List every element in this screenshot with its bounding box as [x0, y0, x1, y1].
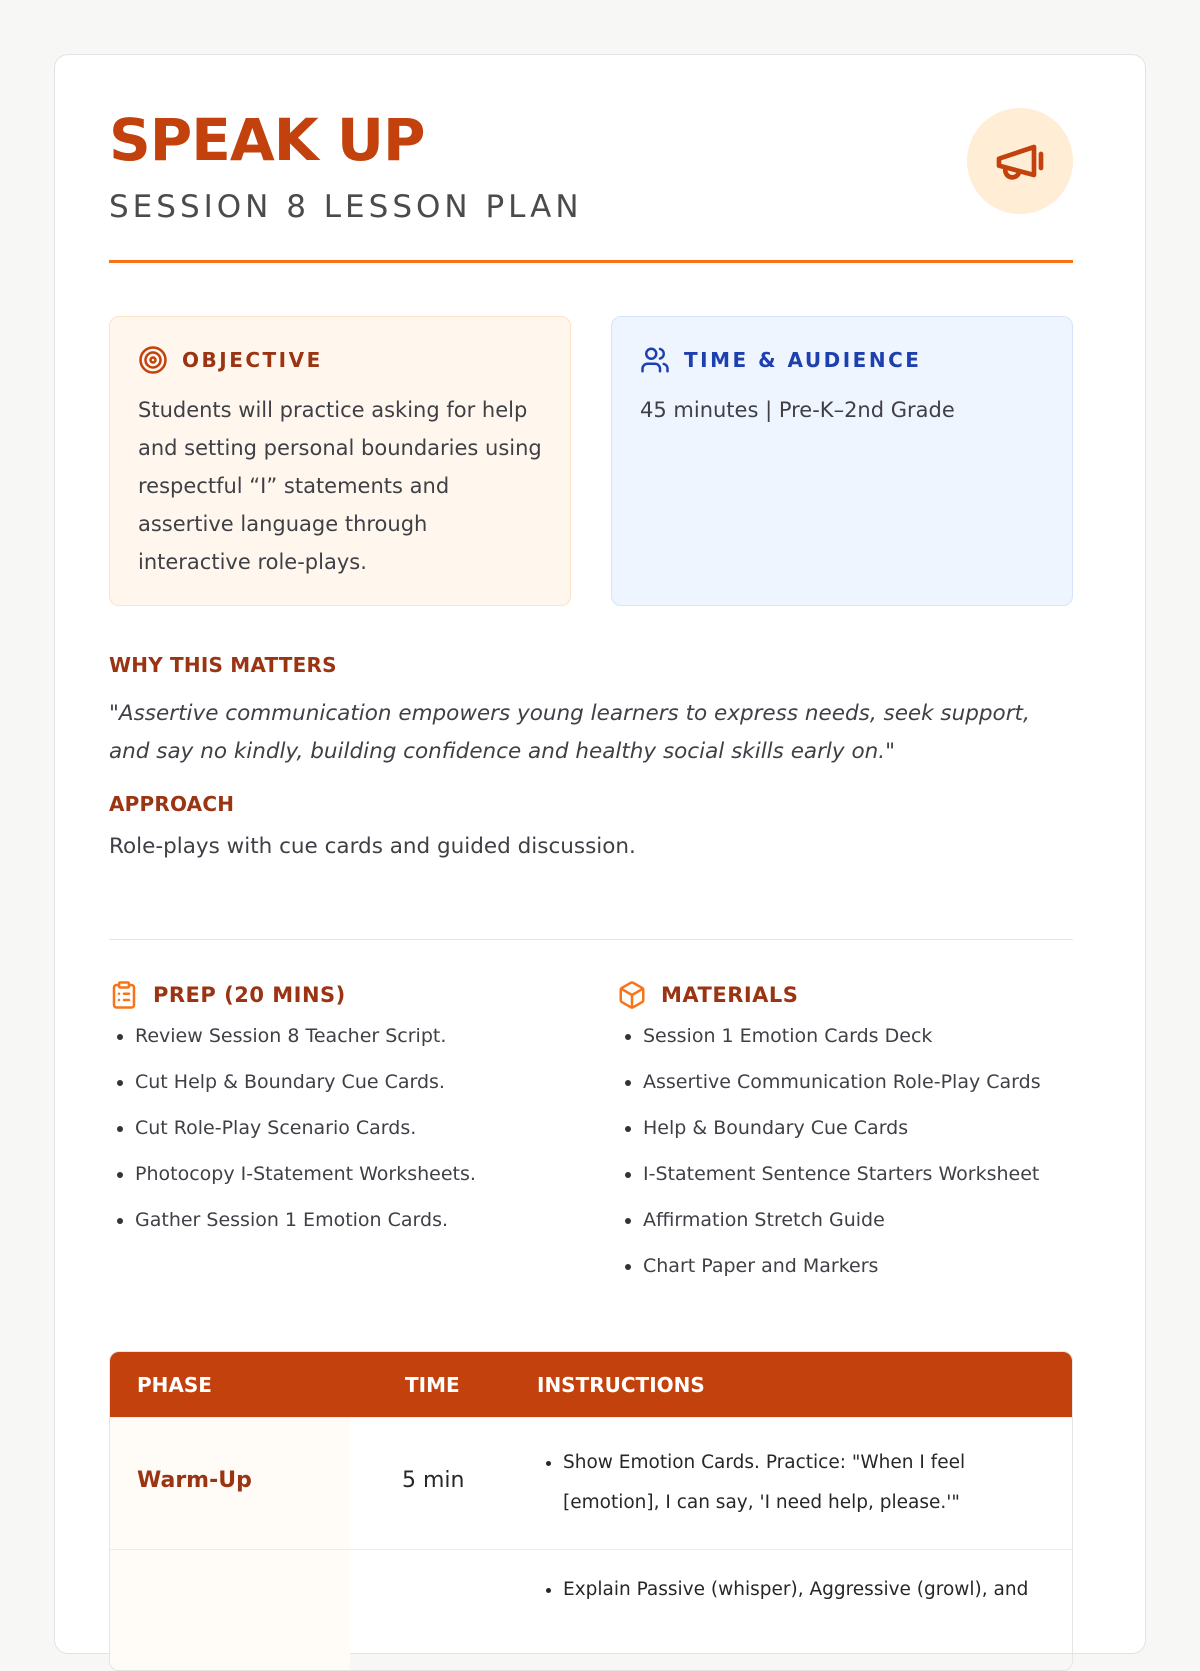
- table-row: [110, 1417, 1072, 1549]
- list-item: • Affirmation Stretch Guide: [643, 1197, 1099, 1243]
- list-item: • Help & Boundary Cue Cards: [643, 1105, 1099, 1151]
- why-heading: WHY THIS MATTERS: [109, 653, 337, 677]
- materials-header: [617, 980, 798, 1010]
- list-item: • Gather Session 1 Emotion Cards.: [135, 1197, 575, 1243]
- box-icon: [617, 980, 647, 1010]
- list-item: • Assertive Communication Role-Play Cards: [643, 1059, 1099, 1105]
- instructions-list: [537, 1570, 1043, 1610]
- list-item: • I-Statement Sentence Starters Worksheet: [643, 1151, 1099, 1197]
- column-header-instructions: INSTRUCTIONS: [537, 1373, 705, 1397]
- list-item: • Photocopy I-Statement Worksheets.: [135, 1151, 575, 1197]
- lesson-plan-card: [54, 54, 1146, 1654]
- approach-heading: APPROACH: [109, 792, 235, 816]
- phase-cell: [110, 1550, 350, 1670]
- list-item: • Chart Paper and Markers: [643, 1243, 1099, 1289]
- megaphone-icon: [992, 133, 1048, 189]
- prep-heading: PREP (20 MINS): [153, 983, 346, 1007]
- instructions-list: [537, 1443, 1043, 1523]
- why-quote: "Assertive communication empowers young learners to express needs, seek support, and say no kindly, building confidence and healthy social skills early on.": [109, 701, 1030, 764]
- objective-heading: OBJECTIVE: [182, 348, 323, 372]
- materials-heading: MATERIALS: [661, 983, 799, 1007]
- column-header-phase: PHASE: [137, 1373, 212, 1397]
- column-header-time: TIME: [405, 1373, 460, 1397]
- materials-list: [617, 1013, 1099, 1289]
- list-item: • Review Session 8 Teacher Script.: [135, 1013, 575, 1059]
- approach-text: Role-plays with cue cards and guided discussion.: [109, 834, 636, 859]
- table-header: [110, 1352, 1072, 1417]
- phase-time: 5 min: [402, 1468, 465, 1493]
- target-icon: [138, 345, 168, 375]
- objective-box: [109, 316, 571, 606]
- phase-name: Warm-Up: [137, 1468, 252, 1493]
- list-item: • Cut Role-Play Scenario Cards.: [135, 1105, 575, 1151]
- time-audience-text: 45 minutes | Pre-K–2nd Grade: [640, 398, 955, 422]
- objective-text: Students will practice asking for help and setting personal boundaries using respectful “I” statements and assertive language through interactive role-plays.: [138, 398, 542, 574]
- clipboard-icon: [109, 980, 139, 1010]
- prep-list: [109, 1013, 575, 1243]
- prep-header: [109, 980, 346, 1010]
- list-item: • Cut Help & Boundary Cue Cards.: [135, 1059, 575, 1105]
- header-divider: [109, 260, 1073, 263]
- table-row: [110, 1549, 1072, 1670]
- lesson-table: [109, 1351, 1073, 1671]
- list-item: • Show Emotion Cards. Practice: "When I feel [emotion], I can say, 'I need help, please.'": [563, 1443, 1043, 1523]
- logo-badge: [967, 108, 1073, 214]
- page-title: SPEAK UP: [109, 106, 425, 174]
- list-item: • Explain Passive (whisper), Aggressive (growl), and: [563, 1570, 1043, 1610]
- time-audience-box: [611, 316, 1073, 606]
- page-subtitle: SESSION 8 LESSON PLAN: [109, 189, 583, 225]
- list-item: • Session 1 Emotion Cards Deck: [643, 1013, 1099, 1059]
- users-icon: [640, 345, 670, 375]
- section-divider: [109, 939, 1073, 940]
- time-audience-heading: TIME & AUDIENCE: [684, 348, 922, 372]
